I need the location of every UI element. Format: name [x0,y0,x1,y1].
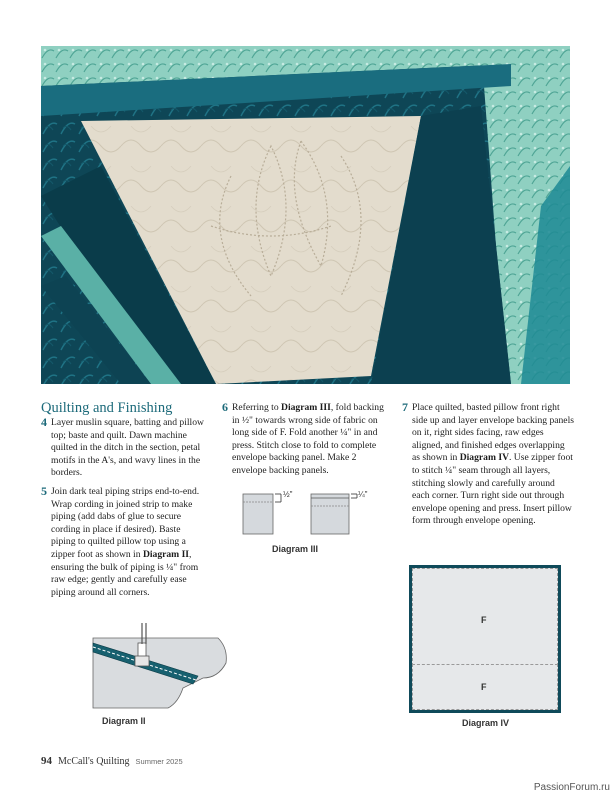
diagram-4-panel-bottom [412,664,558,710]
step-text: Join dark teal piping strips end-to-end. Wrap cording in joined strip to make piping (add dabs of glue to secure cording in place if desired). Baste piping to quilted pillow top using a zipper foot as shown in [51,485,200,560]
pillow-photo [41,46,570,384]
panel-top-label: F [481,615,487,625]
step-7 [402,402,574,528]
step-text-continued: . Use zipper foot to stitch ¼" seam through all layers, stitching slowly and carefully around each corner. Turn right side out through envelope opening and press. Insert pillow form through envelope opening. [412,452,573,527]
diagram-3-quarter-measure: ¼" [358,490,368,499]
step-number: 5 [41,483,47,498]
column-middle [222,402,392,484]
step-number: 6 [222,400,228,414]
step-5 [41,483,206,599]
panel-bottom-label: F [481,682,487,692]
diagram-4-label: Diagram IV [462,718,510,728]
diagram-2-label: Diagram II [102,716,146,726]
magazine-name: McCall's Quilting [58,756,130,767]
page-number: 94 [41,755,52,767]
section-title: Quilting and Finishing [41,400,173,416]
diagram-4-panel-top [412,568,558,666]
step-number: 7 [402,400,408,414]
page-footer [41,755,183,767]
diagram-3-half-measure: ½" [283,490,293,499]
diagram-reference: Diagram IV [459,452,509,464]
diagram-3-label: Diagram III [272,544,319,554]
diagram-3 [241,490,377,540]
step-4 [41,417,206,480]
step-text: Place quilted, basted pillow front right side up and layer envelope backing panels on it, right sides facing, raw edges aligned, and finished edges overlapping as shown in [412,402,574,464]
step-number: 4 [41,415,47,429]
diagram-reference: Diagram II [142,548,190,560]
watermark: PassionForum.ru [533,782,610,793]
column-left [41,400,206,605]
diagram-4 [409,565,561,713]
diagram-2 [88,618,233,713]
step-text-continued: , fold backing in ½" towards wrong side of fabric on long side of F. Fold another ¼" in and press. Stitch close to fold to complete envelope backing panel. Make 2 envelope backing panels. [232,402,384,476]
issue-date: Summer 2025 [135,757,183,766]
step-text: Referring to [232,402,282,413]
step-6 [222,402,392,478]
step-text-continued: , ensuring the bulk of piping is ¼" from raw edge; gently and carefully ease piping around all corners. [51,548,199,598]
pillow-photo-illustration [41,46,570,384]
column-right [402,402,574,534]
step-text: Layer muslin square, batting and pillow top; baste and quilt. Dawn machine quilted in the ditch in the section, petal motifs in the A's, and wavy lines in the borders. [51,417,204,479]
diagram-reference: Diagram III [281,402,331,413]
